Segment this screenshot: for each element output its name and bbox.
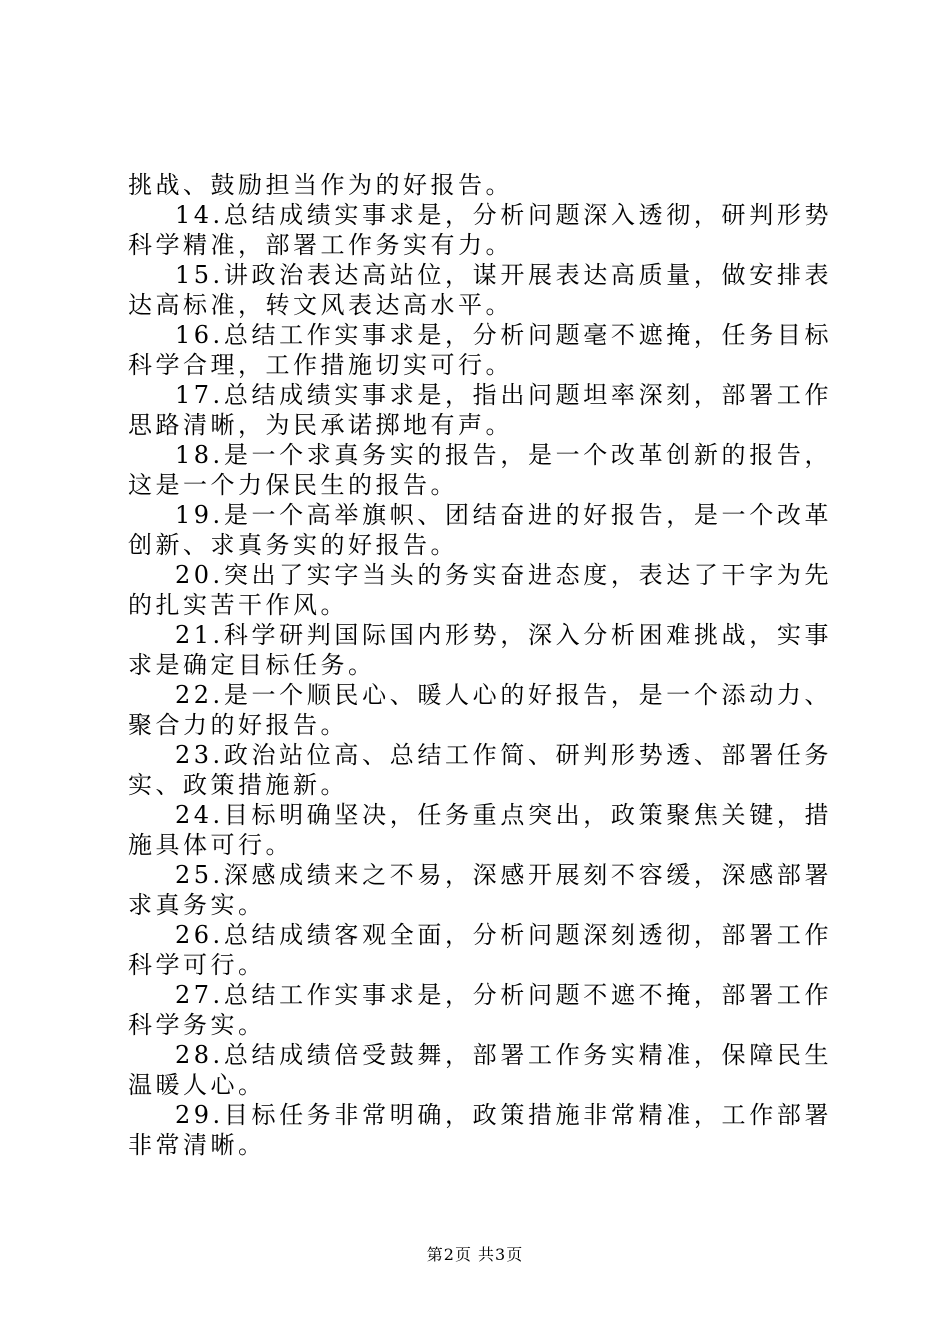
list-item-14: 14.总结成绩实事求是，分析问题深入透彻，研判形势科学精准，部署工作务实有力。 — [128, 201, 832, 259]
list-item-16: 16.总结工作实事求是，分析问题毫不遮掩，任务目标科学合理，工作措施切实可行。 — [128, 321, 832, 379]
list-item-26: 26.总结成绩客观全面，分析问题深刻透彻，部署工作科学可行。 — [128, 921, 832, 979]
list-item-24: 24.目标明确坚决，任务重点突出，政策聚焦关键，措施具体可行。 — [128, 801, 832, 859]
list-item-22: 22.是一个顺民心、暖人心的好报告，是一个添动力、聚合力的好报告。 — [128, 681, 832, 739]
list-item-18: 18.是一个求真务实的报告，是一个改革创新的报告，这是一个力保民生的报告。 — [128, 441, 832, 499]
list-item-19: 19.是一个高举旗帜、团结奋进的好报告，是一个改革创新、求真务实的好报告。 — [128, 501, 832, 559]
list-item-20: 20.突出了实字当头的务实奋进态度，表达了干字为先的扎实苦干作风。 — [128, 561, 832, 619]
list-item-28: 28.总结成绩倍受鼓舞，部署工作务实精准，保障民生温暖人心。 — [128, 1041, 832, 1099]
list-item-23: 23.政治站位高、总结工作简、研判形势透、部署任务实、政策措施新。 — [128, 741, 832, 799]
paragraph-continuation: 挑战、鼓励担当作为的好报告。 — [128, 171, 513, 199]
list-item-15: 15.讲政治表达高站位，谋开展表达高质量，做安排表达高标准，转文风表达高水平。 — [128, 261, 832, 319]
list-item-25: 25.深感成绩来之不易，深感开展刻不容缓，深感部署求真务实。 — [128, 861, 832, 919]
list-item-29: 29.目标任务非常明确，政策措施非常精准，工作部署非常清晰。 — [128, 1101, 832, 1159]
list-item-21: 21.科学研判国际国内形势，深入分析困难挑战，实事求是确定目标任务。 — [128, 621, 832, 679]
list-item-27: 27.总结工作实事求是，分析问题不遮不掩，部署工作科学务实。 — [128, 981, 832, 1039]
page-indicator: 第2页 共3页 — [426, 1245, 524, 1264]
document-body — [128, 170, 832, 1160]
page-footer — [0, 1244, 950, 1266]
list-item-17: 17.总结成绩实事求是，指出问题坦率深刻，部署工作思路清晰，为民承诺掷地有声。 — [128, 381, 832, 439]
